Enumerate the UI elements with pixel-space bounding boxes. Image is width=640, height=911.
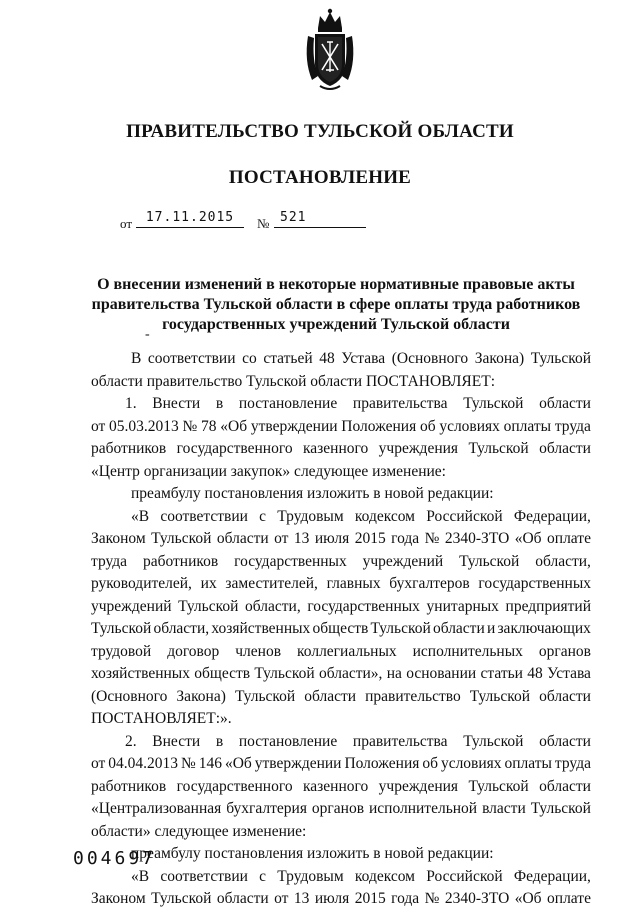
body-line: «Централизованная бухгалтерия органов исполнительной власти Тульской <box>91 800 591 817</box>
body-line: работников государственного казенного учреждения Тульской области <box>91 440 591 457</box>
number-label: № <box>257 216 270 231</box>
body-line: 2. Внести в постановление правительства Тульской области <box>125 732 591 750</box>
date-label: от <box>120 216 133 231</box>
body-line: (Основного Закона) Тульской области правительство Тульской области <box>91 687 591 705</box>
body-line: ПОСТАНОВЛЯЕТ:». <box>91 710 232 727</box>
body-line: руководителей, их заместителей, главных бухгалтеров государственных <box>91 575 591 592</box>
serial-number: 004697 <box>73 848 157 869</box>
tula-region-coat-of-arms-icon <box>300 6 360 92</box>
body-line: преамбулу постановления изложить в новой редакции: <box>131 485 494 502</box>
subject-line: О внесении изменений в некоторые нормативные правовые акты <box>97 276 575 293</box>
body-line: Тульской области, хозяйственных обществ Тульской области и заключающих <box>91 620 591 637</box>
body-line: хозяйственных обществ Тульской области», на основании статьи 48 Устава <box>91 665 591 682</box>
body-line: области правительство Тульской области ПОСТАНОВЛЯЕТ: <box>91 372 496 390</box>
tick-mark: - <box>145 327 150 342</box>
body-line: труда работников государственных учреждений Тульской области, <box>91 552 591 570</box>
body-line: области» следующее изменение: <box>91 822 307 840</box>
subject-line: государственных учреждений Тульской области <box>162 316 510 333</box>
date-value: 17.11.2015 <box>136 210 244 228</box>
body-line: «В соответствии с Трудовым кодексом Российской Федерации, <box>131 867 591 885</box>
body-line: преамбулу постановления изложить в новой редакции: <box>131 845 494 862</box>
body-line: «Центр организации закупок» следующее изменение: <box>91 462 446 480</box>
document-type-title: ПОСТАНОВЛЕНИЕ <box>228 167 412 188</box>
body-line: Законом Тульской области от 13 июля 2015 года № 2340-ЗТО «Об оплате <box>91 890 591 907</box>
document-body <box>91 348 591 911</box>
number-value: 521 <box>274 210 366 228</box>
body-line: работников государственного казенного учреждения Тульской области <box>91 777 591 795</box>
body-line: от 05.03.2013 № 78 «Об утверждении Положения об условиях оплаты труда <box>91 417 591 435</box>
body-line: «В соответствии с Трудовым кодексом Российской Федерации, <box>131 507 591 525</box>
body-line: 1. Внести в постановление правительства Тульской области <box>125 395 591 412</box>
body-line: В соответствии со статьей 48 Устава (Основного Закона) Тульской <box>131 350 591 367</box>
document-subject <box>80 275 592 335</box>
subject-line: правительства Тульской области в сфере оплаты труда работников <box>91 296 581 313</box>
body-line: Законом Тульской области от 13 июля 2015 года № 2340-ЗТО «Об оплате <box>91 530 591 547</box>
government-title: ПРАВИТЕЛЬСТВО ТУЛЬСКОЙ ОБЛАСТИ <box>126 121 514 142</box>
body-line: трудовой договор членов коллегиальных исполнительных органов <box>91 642 591 660</box>
body-line: от 04.04.2013 № 146 «Об утверждении Положения об условиях оплаты труда <box>91 755 591 772</box>
body-line: учреждений Тульской области, государственных унитарных предприятий <box>91 597 591 615</box>
